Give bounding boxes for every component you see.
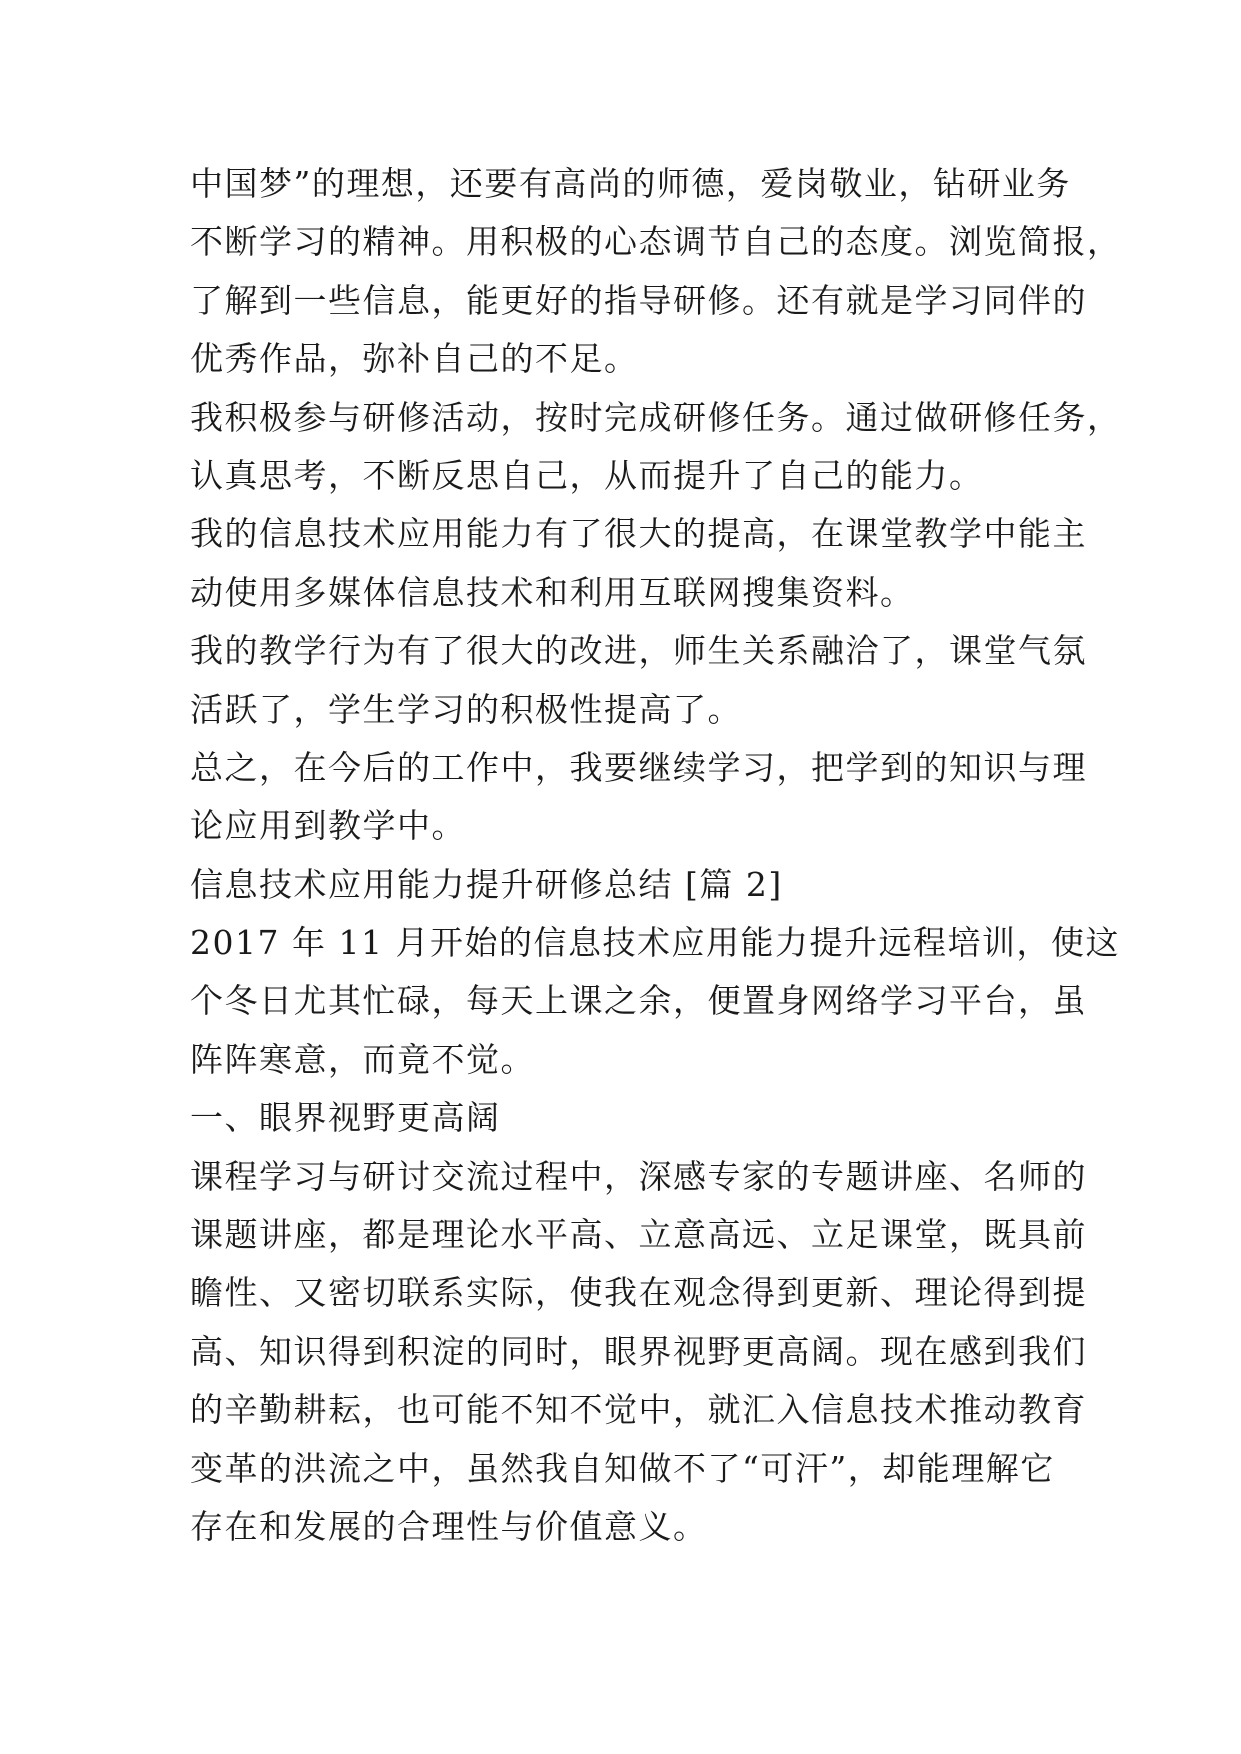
text-line: 论应用到教学中。 xyxy=(190,806,466,846)
text-line: 不断学习的精神。用积极的心态调节自己的态度。浏览简报， xyxy=(190,222,1122,262)
text-line: 高、知识得到积淀的同时，眼界视野更高阔。现在感到我们 xyxy=(190,1331,1087,1371)
text-line: 变革的洪流之中，虽然我自知做不了“可汗”，却能理解它 xyxy=(190,1448,1055,1488)
text-line: 总之，在今后的工作中，我要继续学习，把学到的知识与理 xyxy=(190,747,1087,787)
section-title: 信息技术应用能力提升研修总结 [篇 2] xyxy=(190,864,783,904)
text-line: 动使用多媒体信息技术和利用互联网搜集资料。 xyxy=(190,572,915,612)
text-line: 课程学习与研讨交流过程中，深感专家的专题讲座、名师的 xyxy=(190,1156,1087,1196)
text-line: 我的教学行为有了很大的改进，师生关系融洽了，课堂气氛 xyxy=(190,631,1087,671)
text-line: 课题讲座，都是理论水平高、立意高远、立足课堂，既具前 xyxy=(190,1215,1087,1255)
text-line: 瞻性、又密切联系实际，使我在观念得到更新、理论得到提 xyxy=(190,1273,1087,1313)
text-line: 2017 年 11 月开始的信息技术应用能力提升远程培训，使这 xyxy=(190,923,1120,963)
text-line: 认真思考，不断反思自己，从而提升了自己的能力。 xyxy=(190,455,984,495)
text-line: 我的信息技术应用能力有了很大的提高，在课堂教学中能主 xyxy=(190,514,1087,554)
text-line: 了解到一些信息，能更好的指导研修。还有就是学习同伴的 xyxy=(190,280,1087,320)
text-line: 阵阵寒意，而竟不觉。 xyxy=(190,1039,535,1079)
text-line: 个冬日尤其忙碌，每天上课之余，便置身网络学习平台，虽 xyxy=(190,981,1087,1021)
text-line: 活跃了，学生学习的积极性提高了。 xyxy=(190,689,742,729)
section-heading: 一、眼界视野更高阔 xyxy=(190,1098,501,1138)
text-line: 中国梦”的理想，还要有高尚的师德，爱岗敬业，钻研业务 xyxy=(190,164,1071,203)
text-line: 我积极参与研修活动，按时完成研修任务。通过做研修任务， xyxy=(190,397,1122,437)
text-line: 优秀作品，弥补自己的不足。 xyxy=(190,339,639,379)
text-line: 存在和发展的合理性与价值意义。 xyxy=(190,1506,708,1546)
text-line: 的辛勤耕耘，也可能不知不觉中，就汇入信息技术推动教育 xyxy=(190,1390,1087,1430)
document-body xyxy=(190,155,1122,1556)
